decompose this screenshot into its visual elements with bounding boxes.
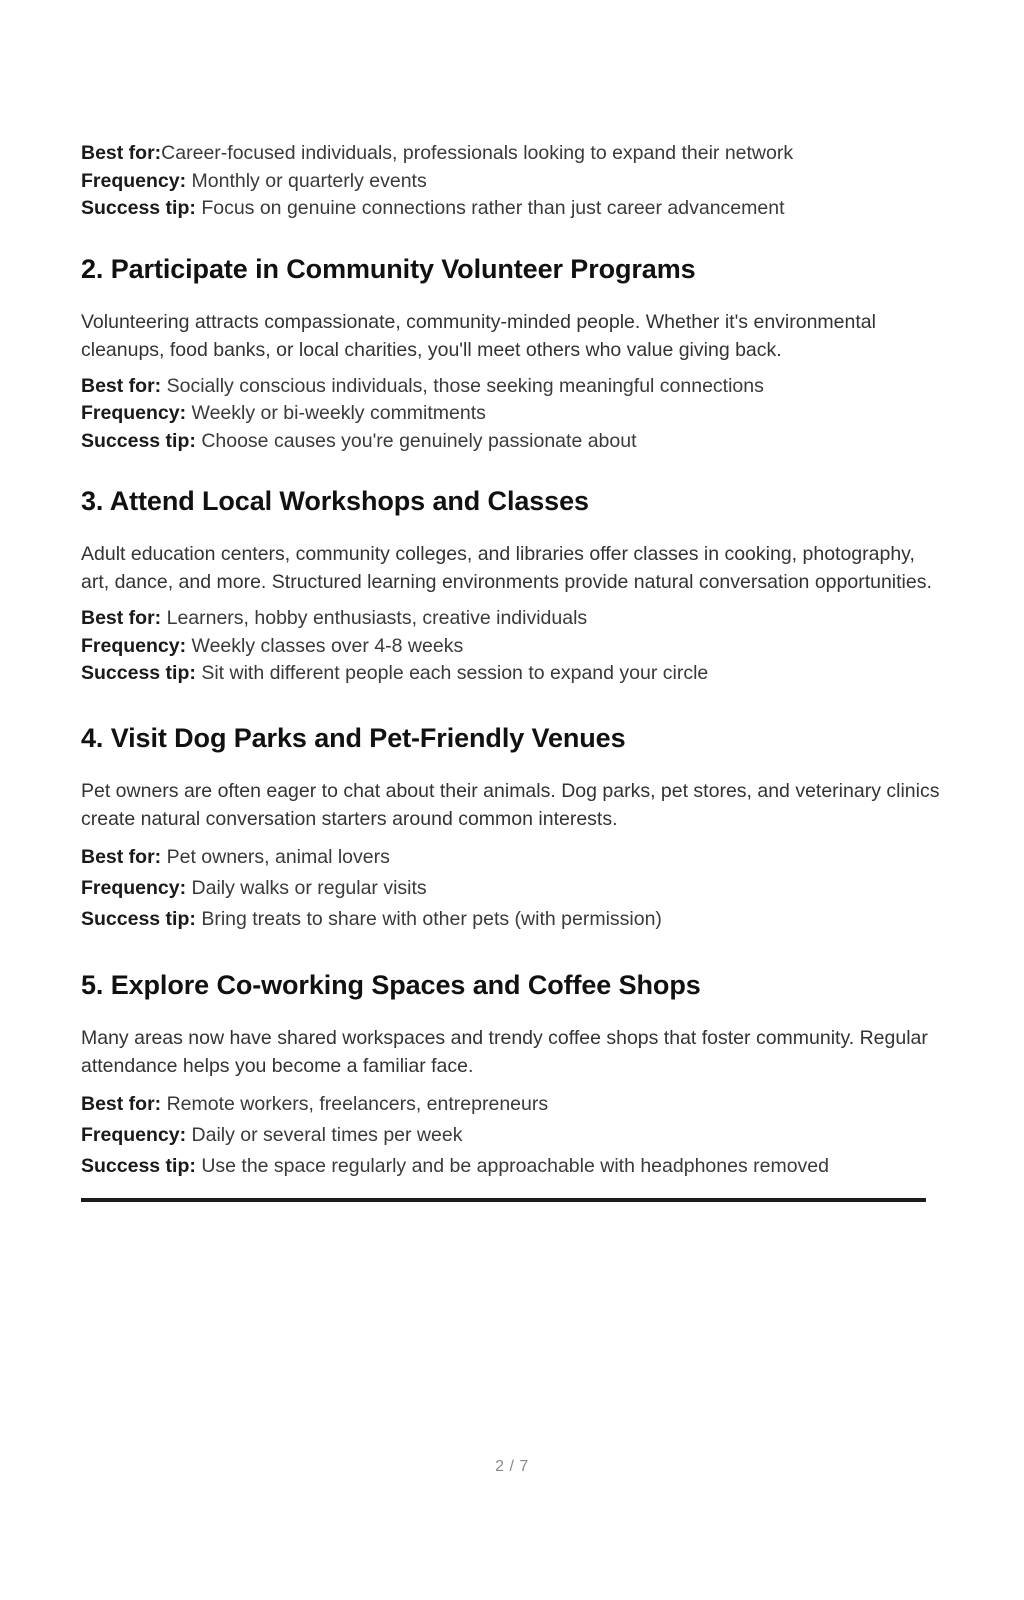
success-tip-label: Success tip:: [81, 197, 196, 219]
success-tip-line: [81, 1151, 926, 1182]
frequency-line: [81, 1120, 926, 1151]
section-heading-wrap: [81, 969, 926, 1002]
best-for-value: Career-focused individuals, professionals looking to expand their network: [161, 142, 794, 164]
section-heading-wrap: [81, 722, 926, 755]
success-tip-label: Success tip:: [81, 662, 196, 684]
section-heading-wrap: [81, 253, 926, 286]
best-for-line: [81, 1089, 926, 1120]
section-meta-block: [81, 605, 926, 688]
frequency-label: Frequency:: [81, 169, 187, 192]
section-3-paragraph: Adult education centers, community colleges, and libraries offer classes in cooking, photography, art, dance, and more. Structured learning environments provide natural conversation opportunities.: [81, 543, 932, 593]
section-divider: [81, 1198, 926, 1202]
section-meta-block: [81, 842, 926, 935]
success-tip-line: [81, 195, 926, 223]
section-3-heading: 3. Attend Local Workshops and Classes: [81, 486, 589, 516]
frequency-label: Frequency:: [81, 1123, 187, 1146]
frequency-value: Monthly or quarterly events: [191, 169, 427, 192]
frequency-line: [81, 873, 926, 904]
success-tip-label: Success tip:: [81, 1154, 196, 1177]
best-for-value: Socially conscious individuals, those seeking meaningful connections: [166, 374, 764, 397]
frequency-line: [81, 168, 926, 196]
section-meta-block: [81, 1089, 926, 1182]
frequency-label: Frequency:: [81, 876, 187, 899]
section-meta-block: [81, 373, 926, 456]
success-tip-line: [81, 660, 926, 688]
frequency-value: Daily walks or regular visits: [191, 876, 427, 899]
section-4-paragraph: Pet owners are often eager to chat about their animals. Dog parks, pet stores, and veterinary clinics create natural conversation starters around common interests.: [81, 779, 940, 830]
best-for-value: Pet owners, animal lovers: [166, 845, 390, 868]
best-for-line: [81, 140, 926, 168]
page-number: 2 / 7: [495, 1458, 529, 1475]
success-tip-label: Success tip:: [81, 429, 196, 452]
frequency-value: Weekly classes over 4-8 weeks: [191, 634, 464, 657]
best-for-line: [81, 605, 926, 633]
section-5-heading: 5. Explore Co-working Spaces and Coffee Shops: [81, 969, 701, 1000]
success-tip-label: Success tip:: [81, 907, 196, 930]
success-tip-line: [81, 428, 926, 456]
best-for-label: Best for:: [81, 1092, 162, 1115]
success-tip-line: [81, 904, 926, 935]
frequency-value: Daily or several times per week: [191, 1123, 463, 1146]
section-2-heading: 2. Participate in Community Volunteer Programs: [81, 253, 696, 284]
frequency-label: Frequency:: [81, 402, 187, 424]
frequency-line: [81, 400, 926, 428]
best-for-label: Best for:: [81, 845, 162, 868]
success-tip-value: Use the space regularly and be approachable with headphones removed: [201, 1154, 829, 1177]
success-tip-value: Sit with different people each session to expand your circle: [201, 662, 709, 684]
best-for-label: Best for:: [81, 142, 162, 164]
section-meta-block: [81, 140, 926, 223]
best-for-label: Best for:: [81, 374, 162, 397]
section-2-paragraph: Volunteering attracts compassionate, community-minded people. Whether it's environmental cleanups, food banks, or local charities, you'll meet others who value giving back.: [81, 310, 876, 361]
best-for-line: [81, 842, 926, 873]
best-for-value: Learners, hobby enthusiasts, creative individuals: [166, 607, 588, 629]
section-4-heading: 4. Visit Dog Parks and Pet-Friendly Venues: [81, 722, 626, 753]
success-tip-value: Choose causes you're genuinely passionate about: [201, 429, 637, 452]
success-tip-value: Focus on genuine connections rather than just career advancement: [201, 197, 785, 219]
frequency-label: Frequency:: [81, 634, 187, 657]
best-for-value: Remote workers, freelancers, entrepreneurs: [166, 1092, 549, 1115]
page-content: [81, 140, 940, 1210]
best-for-line: [81, 373, 926, 401]
success-tip-value: Bring treats to share with other pets (with permission): [201, 907, 662, 930]
section-5-paragraph: Many areas now have shared workspaces and trendy coffee shops that foster community. Regular attendance helps you become a familiar face.: [81, 1026, 928, 1077]
section-heading-wrap: [81, 485, 926, 518]
best-for-label: Best for:: [81, 607, 162, 629]
frequency-line: [81, 633, 926, 661]
frequency-value: Weekly or bi-weekly commitments: [191, 402, 486, 424]
